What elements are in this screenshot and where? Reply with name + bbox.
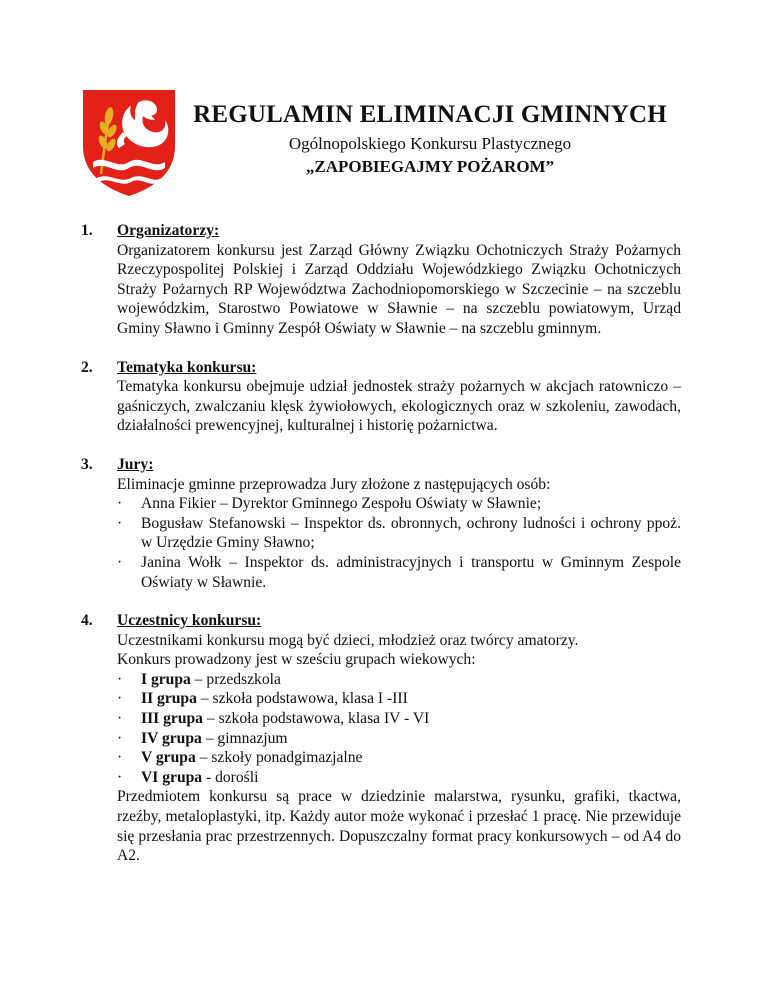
- section-intro: Konkurs prowadzony jest w sześciu grupach wiekowych:: [117, 651, 476, 669]
- group-name: VI grupa: [141, 768, 203, 786]
- group-name: IV grupa: [141, 729, 202, 747]
- section-heading: Uczestnicy konkursu:: [117, 612, 262, 630]
- section-number: 1.: [81, 222, 93, 239]
- group-description: – przedszkola: [190, 670, 281, 688]
- bullet-icon: ·: [117, 670, 123, 688]
- bullet-icon: ·: [117, 729, 123, 747]
- age-groups-list: [117, 670, 681, 788]
- bullet-icon: ·: [117, 690, 123, 708]
- group-description: – szkoła podstawowa, klasa IV - VI: [202, 710, 430, 728]
- jury-member: Janina Wołk – Inspektor ds. administracyjnych i transportu w Gminnym Zespole Oświaty w Sławnie.: [141, 553, 681, 591]
- bullet-icon: ·: [117, 710, 123, 728]
- competition-motto: „ZAPOBIEGAJMY POŻAROM”: [305, 157, 555, 176]
- list-item: [117, 514, 681, 553]
- section-intro: Eliminacje gminne przeprowadza Jury złożone z następujących osób:: [117, 475, 551, 493]
- bullet-icon: ·: [117, 553, 123, 571]
- section-participants: [81, 611, 681, 866]
- list-item: [117, 553, 681, 592]
- section-heading: Tematyka konkursu:: [117, 358, 257, 376]
- document-subtitle: Ogólnopolskiego Konkursu Plastycznego: [288, 134, 572, 153]
- list-item: [117, 748, 681, 768]
- section-text: Tematyka konkursu obejmuje udział jednostek straży pożarnych w akcjach ratowniczo – gaśniczych, zwalczaniu klęsk żywiołowych, ekologicznych oraz w szkoleniu, zawodach, działalności prewencyjnej, kulturalnej i historię pożarnictwa.: [117, 378, 681, 435]
- bullet-icon: ·: [117, 495, 123, 513]
- list-item: [117, 689, 681, 709]
- section-text: Organizatorem konkursu jest Zarząd Główny Związku Ochotniczych Straży Pożarnych Rzeczypospolitej Polskiej i Zarząd Oddziału Wojewódzkiego Związku Ochotniczych Straży Pożarnych RP Województwa Zachodniopomorskiego w Szczecinie – na szczeblu wojewódzkim, Starostwo Powiatowe w Sławnie – na szczeblu powiatowym, Urząd Gminy Sławno i Gminny Zespół Oświaty w Sławnie – na szczeblu gminnym.: [117, 241, 681, 337]
- list-item: [117, 768, 681, 788]
- document-title: REGULAMIN ELIMINACJI GMINNYCH: [193, 101, 667, 128]
- document-header: [190, 100, 670, 178]
- section-organizers: [81, 221, 681, 339]
- group-description: - dorośli: [202, 768, 259, 786]
- list-item: [117, 670, 681, 690]
- list-item: [117, 709, 681, 729]
- section-heading: Jury:: [117, 455, 154, 473]
- group-name: II grupa: [141, 690, 197, 708]
- bullet-icon: ·: [117, 514, 123, 532]
- jury-member: Bogusław Stefanowski – Inspektor ds. obronnych, ochrony ludności i ochrony ppoż. w Urzędzie Gminy Sławno;: [141, 514, 681, 552]
- section-number: 2.: [81, 358, 93, 376]
- group-description: – gimnazjum: [201, 729, 288, 747]
- section-intro: Uczestnikami konkursu mogą być dzieci, młodzież oraz twórcy amatorzy.: [117, 631, 579, 649]
- group-description: – szkoły ponadgimazjalne: [195, 749, 363, 767]
- document-body: [81, 221, 681, 885]
- section-jury: [81, 455, 681, 592]
- jury-member: Anna Fikier – Dyrektor Gminnego Zespołu Oświaty w Sławnie;: [141, 495, 542, 513]
- jury-list: [117, 494, 681, 592]
- section-text: Przedmiotem konkursu są prace w dziedzinie malarstwa, rysunku, grafiki, tkactwa, rzeźby, metaloplastyki, itp. Każdy autor może wykonać i przesłać 1 pracę. Nie przewiduje się przesłania prac przestrzennych. Dopuszczalny format pracy konkursowych – od A4 do A2.: [117, 788, 681, 865]
- group-description: – szkoła podstawowa, klasa I -III: [196, 690, 408, 708]
- coat-of-arms-griffin-icon: [81, 88, 177, 198]
- group-name: III grupa: [141, 710, 203, 728]
- group-name: V grupa: [141, 749, 196, 767]
- section-theme: [81, 358, 681, 436]
- bullet-icon: ·: [117, 749, 123, 767]
- section-number: 3.: [81, 455, 93, 473]
- list-item: [117, 494, 681, 514]
- list-item: [117, 729, 681, 749]
- section-heading: Organizatorzy:: [117, 222, 220, 239]
- section-number: 4.: [81, 612, 93, 630]
- bullet-icon: ·: [117, 768, 123, 786]
- group-name: I grupa: [141, 670, 191, 688]
